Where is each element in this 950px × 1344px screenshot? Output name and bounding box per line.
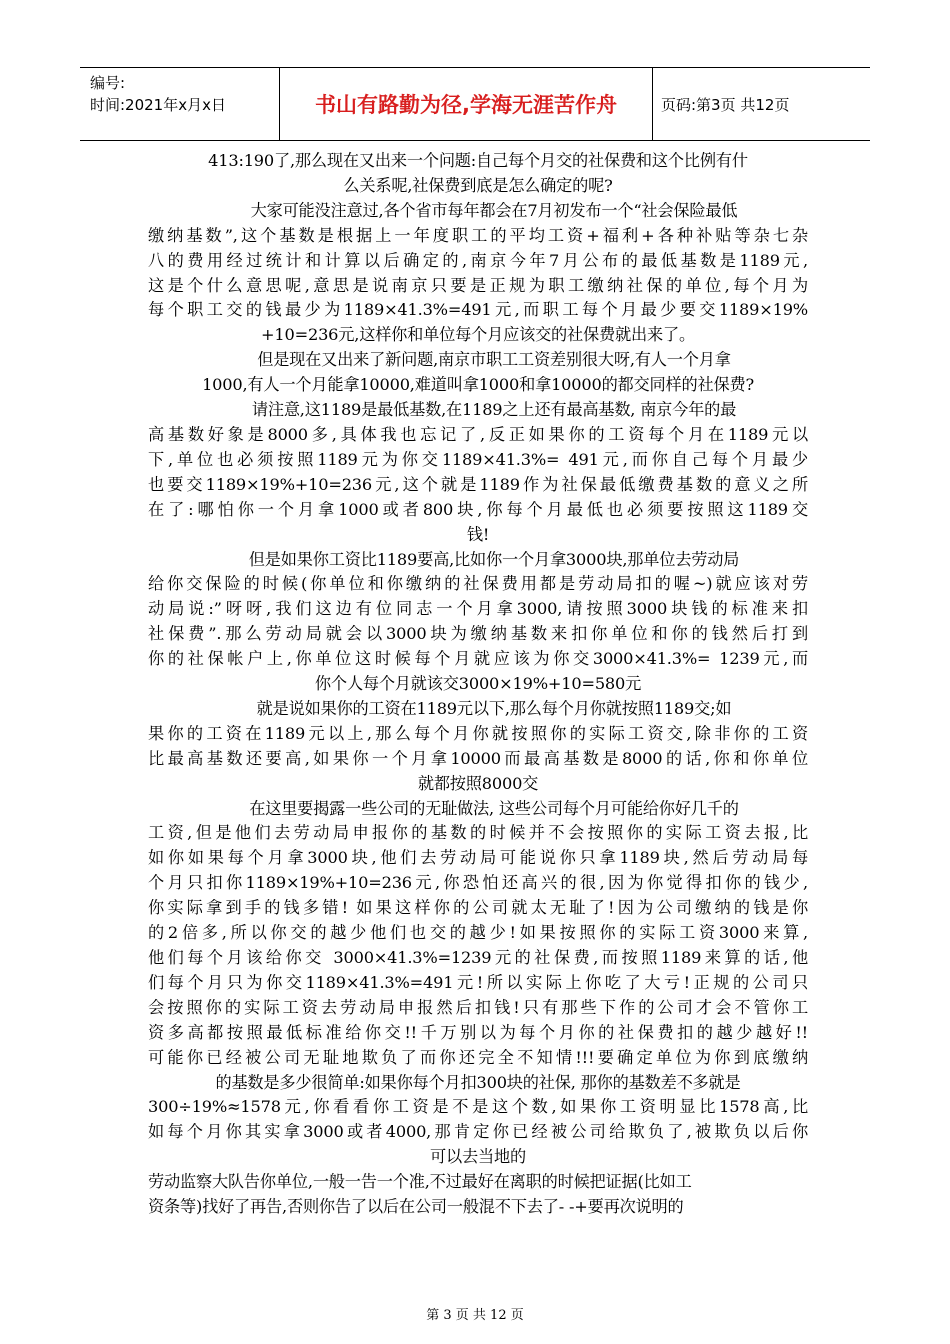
text-line: 资多高都按照最低标准给你交!!千万别以为每个月你的社保费扣的越少越好!! [148, 1022, 808, 1042]
header-meta [80, 68, 280, 140]
text-line: 下,单位也必须按照1189元为你交1189×41.3%= 491元,而你自己每个月最少 [148, 449, 808, 469]
text-line: 就是说如果你的工资在1189元以下,那么每个月你就按照1189交;如 [224, 698, 732, 718]
text-line: 但是如果你工资比1189要高,比如你一个月拿3000块,那单位去劳动局 [216, 549, 740, 569]
text-line: 你个人每个月就该交3000×19%+10=580元 [314, 674, 642, 694]
header-number-label: 编号: [90, 74, 126, 92]
text-line: 如每个月你其实拿3000或者4000,那肯定你已经被公司给欺负了,被欺负以后你 [148, 1122, 808, 1142]
text-line: 个月只扣你1189×19%+10=236元,你恐怕还高兴的很,因为你觉得扣你的钱少, [148, 873, 808, 893]
document-body [148, 149, 808, 1220]
page-footer: 第 3 页 共 12 页 [426, 1308, 524, 1323]
text-line: 社保费”.那么劳动局就会以3000块为缴纳基数来扣你单位和你的钱然后打到 [148, 624, 808, 644]
text-line: 请注意,这1189是最低基数,在1189之上还有最高基数, 南京今年的最 [219, 400, 737, 420]
text-line: 300÷19%≈1578元,你看看你工资是不是这个数,如果你工资明显比1578高,比 [148, 1097, 808, 1117]
text-line: 就都按照8000交 [417, 773, 539, 793]
text-line: 八的费用经过统计和计算以后确定的,南京今年7月公布的最低基数是1189元, [148, 250, 808, 270]
text-line: 也要交1189×19%+10=236元,这个就是1189作为社保最低缴费基数的意义之所 [148, 474, 808, 494]
text-line: 劳动监察大队告你单位,一般一告一个准,不过最好在离职的时候把证据(比如工 [148, 1172, 692, 1192]
text-line: 么关系呢,社保费到底是怎么确定的呢? [343, 175, 613, 195]
text-line: 在了:哪怕你一个月拿1000或者800块,你每个月最低也必须要按照这1189交 [148, 499, 808, 519]
page-header [80, 67, 870, 141]
text-line: 每个职工交的钱最少为1189×41.3%=491元,而职工每个月最少要交1189×19% [148, 300, 808, 320]
text-line: 缴纳基数”,这个基数是根据上一年度职工的平均工资+福利+各种补贴等杂七杂 [148, 225, 808, 245]
text-line: 你实际拿到手的钱多错! 如果这样你的公司就太无耻了!因为公司缴纳的钱是你 [148, 898, 808, 918]
text-line: 你的社保帐户上,你单位这时候每个月就应该为你交3000×41.3%= 1239元,而 [148, 649, 808, 669]
text-line: 如你如果每个月拿3000块,他们去劳动局可能说你只拿1189块,然后劳动局每 [148, 848, 808, 868]
text-line: 比最高基数还要高,如果你一个月拿10000而最高基数是8000的话,你和你单位 [148, 748, 808, 768]
text-line: 可以去当地的 [430, 1147, 526, 1167]
text-line: +10=236元,这样你和单位每个月应该交的社保费就出来了。 [261, 325, 695, 345]
text-line: 们每个月只为你交1189×41.3%=491元!所以实际上你吃了大亏!正规的公司只 [148, 972, 808, 992]
text-line: 的基数是多少很简单:如果你每个月扣300块的社保, 那你的基数差不多就是 [215, 1072, 741, 1092]
text-line: 工资,但是他们去劳动局申报你的基数的时候并不会按照你的实际工资去报,比 [148, 823, 808, 843]
header-motto: 书山有路勤为径,学海无涯苦作舟 [280, 68, 653, 140]
text-line: 动局说:”呀呀,我们这边有位同志一个月拿3000,请按照3000块钱的标准来扣 [148, 599, 808, 619]
text-line: 果你的工资在1189元以上,那么每个月你就按照你的实际工资交,除非你的工资 [148, 723, 808, 743]
text-line: 1000,有人一个月能拿10000,难道叫拿1000和拿10000的都交同样的社保费? [202, 375, 754, 395]
text-line: 他们每个月该给你交 3000×41.3%=1239元的社保费,而按照1189来算的话,他 [148, 948, 808, 967]
header-page-info: 页码:第3页 共12页 [661, 95, 790, 114]
text-line: 的2倍多,所以你交的越少他们也交的越少!如果按照你的实际工资3000来算, [148, 923, 808, 943]
text-line: 在这里要揭露一些公司的无耻做法, 这些公司每个月可能给你好几千的 [217, 798, 739, 818]
text-line: 高基数好象是8000多,具体我也忘记了,反正如果你的工资每个月在1189元以 [148, 424, 808, 444]
text-line: 可能你已经被公司无耻地欺负了而你还完全不知情!!!要确定单位为你到底缴纳 [148, 1047, 808, 1067]
text-line: 给你交保险的时候(你单位和你缴纳的社保费用都是劳动局扣的喔~)就应该对劳 [148, 574, 808, 594]
text-line: 钱! [466, 524, 490, 544]
text-line: 这是个什么意思呢,意思是说南京只要是正规为职工缴纳社保的单位,每个月为 [148, 275, 808, 295]
text-line: 但是现在又出来了新问题,南京市职工工资差别很大呀,有人一个月拿 [225, 350, 731, 370]
text-line: 大家可能没注意过,各个省市每年都会在7月初发布一个“社会保险最低 [218, 200, 738, 220]
text-line: 资条等)找好了再告,否则你告了以后在公司一般混不下去了- -+要再次说明的 [148, 1197, 684, 1217]
text-line: 413:190了,那么现在又出来一个问题:自己每个月交的社保费和这个比例有什 [208, 151, 748, 170]
text-line: 会按照你的实际工资去劳动局申报然后扣钱!只有那些下作的公司才会不管你工 [148, 997, 808, 1017]
header-time-label: 时间:2021年x月x日 [90, 96, 226, 114]
